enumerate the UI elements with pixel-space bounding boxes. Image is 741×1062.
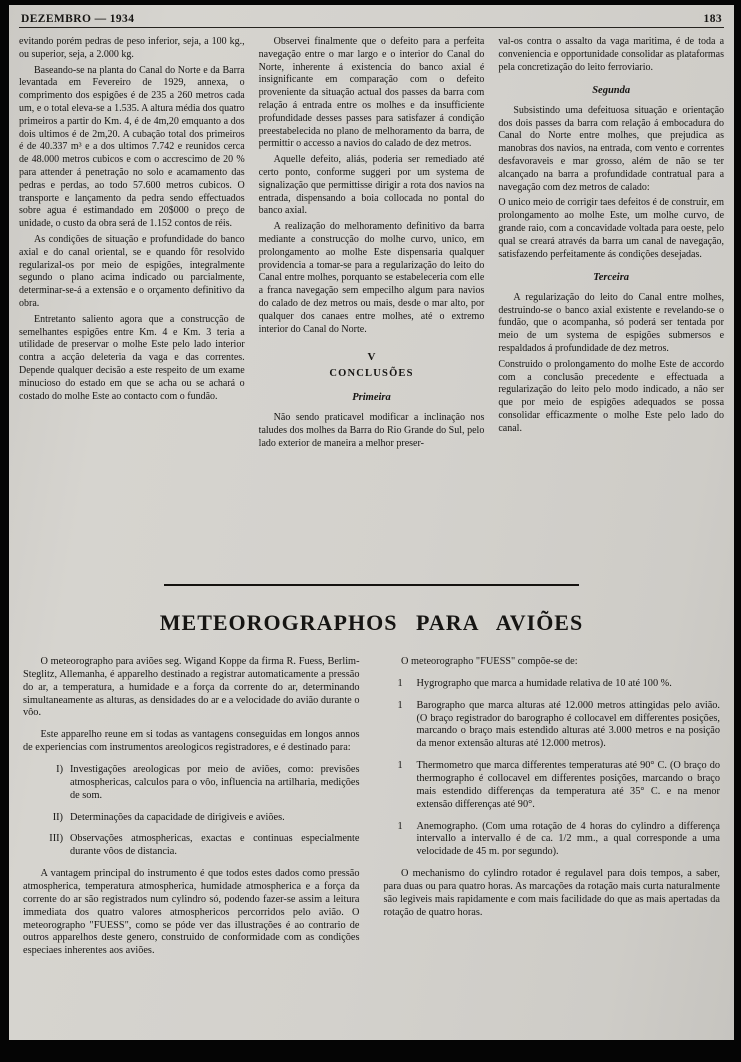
list-item xyxy=(384,700,721,751)
page-header xyxy=(19,11,724,25)
subsection-heading: Segunda xyxy=(592,85,631,97)
list-item xyxy=(384,678,721,691)
list-item xyxy=(23,833,360,859)
list-item-label: 1 xyxy=(397,699,403,711)
paragraph: val-os contra o assalto da vaga maritima, é de toda a conveniencia e opportunidade consolidar as plataformas pela concretização do leito ferroviario. xyxy=(498,36,725,73)
list-item-label: 1 xyxy=(397,677,403,689)
paragraph: Não sendo praticavel modificar a inclinação nos taludes dos molhes da Barra do Rio Grande do Sul, pelo lado exterior de maneira a melhor preser- xyxy=(258,412,485,449)
list-item xyxy=(384,821,721,860)
subsection-heading: Terceira xyxy=(593,272,630,284)
list-item-label: 1 xyxy=(397,760,403,772)
paragraph: Subsistindo uma defeituosa situação e orientação dos dois passes da barra com relação á embocadura do Canal do Norte entre molhes, que prejudica as manobras dos navios, na entrada, com vento e correntes desfavoraveis e mar grosso, além de não se ter alcançado na barra a profundidade contratual para a navegação com dez metros de calado: xyxy=(498,104,725,193)
paragraph: evitando porém pedras de peso inferior, seja, a 100 kg., ou superior, seja, a 2.000 kg. xyxy=(19,36,245,60)
paragraph: Baseando-se na planta do Canal do Norte e da Barra levantada em Fevereiro de 1929, annexa, o comprimento dos espigões é de 235 a 260 metros cada um, e o total eleva-se a 1.535. A altura média dos quatro primeiros a partir do Km. 4, é de 4m,20 emquanto a dos dois ultimos é de 2m,20. A cubação total dos primeiros é de 40.337 m³ e a dos ultimos 7.742 e reunidos cerca de 48.000 metros cubicos e com o accrescimo de 20 % para attender á penetração no solo e acamamento das pedras e perdas, ao todo 57.600 metros cubicos. O transporte e lançamento da pedra sendo effectuados sobre agua é estimandado em 20$000 o preço de unidade, o custo da obra será de 1.152 contos de réis. xyxy=(19,64,245,230)
article-column-right xyxy=(384,656,721,967)
list-item-text: Observações atmosphericas, exactas e continuas especialmente durante vôos de distancia. xyxy=(70,833,360,858)
report-section xyxy=(19,36,724,568)
chapter-number: V xyxy=(367,351,376,364)
list-item-text: Anemographo. (Com uma rotação de 4 horas do cylindro a differença intervallo a intervallo é de ca. 1/2 mm., a qual corresponde a uma velocidade de 45 m. por segundo). xyxy=(416,820,720,858)
list-item-label: II) xyxy=(52,811,63,823)
list-item xyxy=(23,764,360,803)
list-item-text: Investigações areologicas por meio de aviões, como: previsões atmosphericas, calculos para o vôo, influencia na artilharia, medições de som. xyxy=(70,764,360,801)
list-item-text: Hygrographo que marca a humidade relativa de 10 até 100 %. xyxy=(416,677,672,689)
paragraph: A regularização do leito do Canal entre molhes, destruindo-se o banco axial existente e revelando-se o fundão, que o acompanha, só poderá ser tentada por meio de um systema de espigões submersos e respaldados á profundidade de dez metros. xyxy=(498,291,725,355)
list-item-text: Determinações da capacidade de dirigiveis e aviões. xyxy=(70,811,285,823)
header-page-number: 183 xyxy=(703,13,722,25)
report-column-2 xyxy=(259,36,485,568)
report-column-3 xyxy=(498,36,724,568)
paragraph: A realização do melhoramento definitivo da barra mediante a construcção do molhe curvo, unico, em prolongamento ao molhe Este dispensaria qualquer providencia a tomar-se para a regularização do leito do Canal entre molhes, porquanto se estabeleceria com elle a franca navegação sem empecilho algum para navios do calado de dez metros ou mais, desde o mar alto, por qualquer dos canaes entre molhes, até o extremo interior do Canal do Norte. xyxy=(258,221,485,335)
list-item-label: 1 xyxy=(397,820,403,832)
chapter-title: CONCLUSÕES xyxy=(329,368,414,380)
article-section xyxy=(19,656,724,967)
header-date: DEZEMBRO — 1934 xyxy=(21,13,135,25)
list-item-label: III) xyxy=(49,833,63,845)
list-item xyxy=(384,760,721,811)
paragraph: O mechanismo do cylindro rotador é regulavel para dois tempos, a saber, para duas ou para quatro horas. As marcações da rotação mais curta naturalmente são legiveis mais rapidamente e com mais facilidade do que as mais apertadas da rotação de quatro horas. xyxy=(383,868,720,918)
report-column-1 xyxy=(19,36,245,568)
paragraph: A vantagem principal do instrumento é que todos estes dados como pressão atmospherica, temperatura atmospherica, humidade atmospherica e a força da corrente do ar são registrados num cylindro só, podendo fazer-se assim a leitura immediata dos quatro valores atmosphericos percorridos pelo avião. O meteorographo "FUESS", como se póde ver das illustrações é ao contrario de outros apparelhos deste genero, construido de conformidade com as condições especiaes inherentes aos aviões. xyxy=(23,868,360,957)
article-title: METEOROGRAPHOS PARA AVIÕES xyxy=(159,610,584,635)
list-item-label: I) xyxy=(56,764,63,776)
subsection-heading: Primeira xyxy=(352,391,391,403)
list-item xyxy=(23,812,360,825)
paragraph: Entretanto saliento agora que a construcção de semelhantes espigões entre Km. 4 e Km. 3 teria a utilidade de preservar o molhe Este pelo lado interior contra a acção deleteria da vaga e das correntes. Depende qualquer decisão a este respeito de um exame minucioso do estado em que se acha ou se achará o costado do molhe Este ao contacto com o fundão. xyxy=(19,313,245,402)
list-item-text: Thermometro que marca differentes temperaturas até 90° C. (O braço do thermographo é collocavel em differentes posições, marcando o braço mais estendido differenças da temperatura até 35° C. e na menor extensão differenças até 90°. xyxy=(416,760,720,810)
section-divider-rule xyxy=(164,584,580,586)
paragraph: Observei finalmente que o defeito para a perfeita navegação entre o mar largo e o interior do Canal do Norte, inherente á existencia do banco axial é insignificante em comparação com o defeito proveniente da situação actual dos passes da barra com relação á entrada entre os molhes e da insufficiente profundidade desses passes para satisfazer á condição preestabelecida no plano de melhoramento da barra, de permittir o accesso a navios do calado de dez metros. xyxy=(258,36,485,150)
header-rule xyxy=(19,27,724,28)
paragraph: O meteorographo para aviões seg. Wigand Koppe da firma R. Fuess, Berlim-Steglitz, Allemanha, é apparelho destinado a registrar automaticamente a pressão do ar, a temperatura, a humidade e a força da corrente do ar, determinando simultaneamente as alturas, as densidades do ar e a velocidade do avião durante o vôo. xyxy=(23,656,360,719)
paragraph: Construido o prolongamento do molhe Este de accordo com a conclusão precedente e effectuada a regularização do leito pelo modo indicado, a não ser que por meio de espigões adequados se possa consolidar efficazmente o molhe Este pelo lado do canal. xyxy=(498,358,725,434)
paragraph: Este apparelho reune em si todas as vantagens conseguidas em longos annos de experiencias com instrumentos areologicos registradores, e é destinado para: xyxy=(23,729,360,754)
paragraph: O meteorographo "FUESS" compõe-se de: xyxy=(401,656,578,667)
paragraph: As condições de situação e profundidade do banco axial e do canal oriental, se e quando fôr resolvido regularizal-os por meio de espigões, integralmente segundo o plano acima indicado ou parcialmente, determinar-se-á a extensão e o orçamento definitivo da obra. xyxy=(19,233,245,309)
paragraph: Aquelle defeito, aliás, poderia ser remediado até certo ponto, conforme suggeri por um systema de signalização que permittisse dirigir a rota dos navios na entrada, dispensando a boia collocada no pontal do banco axial. xyxy=(258,154,485,217)
paper-surface xyxy=(9,5,734,1040)
article-column-left xyxy=(23,656,360,967)
paragraph: O unico meio de corrigir taes defeitos é de construir, em prolongamento ao molhe Este, um molhe curvo, de grande raio, com a concavidade voltada para oeste, pelo qual se creará através da barra um canal de navegação, satisfazendo perfeitamente ás condições desejadas. xyxy=(498,197,725,260)
list-item-text: Barographo que marca alturas até 12.000 metros attingidas pelo avião. (O braço registrador do barographo é collocavel em differentes posições, marcando o braço mais estendido alturas até 3.000 metros e na posição da menor extensão alturas até 12.000 metros). xyxy=(416,699,720,750)
